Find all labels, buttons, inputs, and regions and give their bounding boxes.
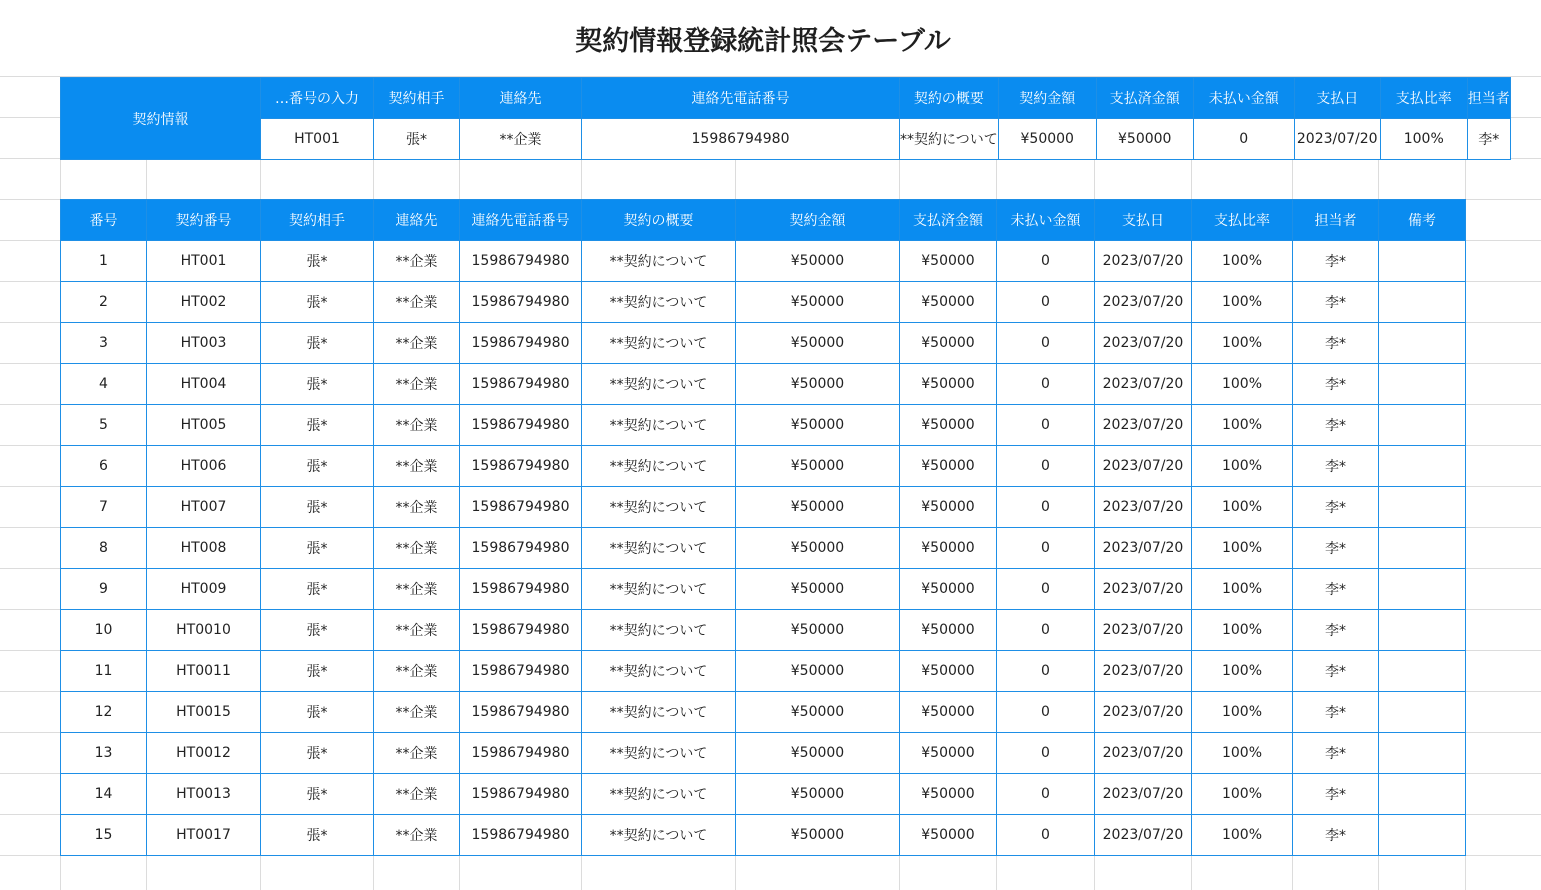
table-cell[interactable]: **契約について bbox=[582, 487, 736, 528]
table-cell[interactable]: 2023/07/20 bbox=[1095, 692, 1192, 733]
table-cell[interactable]: ¥50000 bbox=[736, 446, 900, 487]
summary-value-cell[interactable]: **企業 bbox=[460, 119, 582, 160]
table-cell[interactable]: 2023/07/20 bbox=[1095, 323, 1192, 364]
table-cell[interactable]: ¥50000 bbox=[736, 569, 900, 610]
table-cell[interactable]: 6 bbox=[61, 446, 147, 487]
table-cell[interactable]: 100% bbox=[1192, 487, 1293, 528]
table-cell[interactable]: 15986794980 bbox=[460, 815, 582, 856]
summary-value-cell[interactable]: ¥50000 bbox=[998, 119, 1096, 160]
table-cell[interactable]: ¥50000 bbox=[900, 692, 997, 733]
table-cell[interactable]: 張* bbox=[261, 569, 374, 610]
table-cell[interactable]: **企業 bbox=[374, 610, 460, 651]
table-row bbox=[61, 241, 1466, 282]
table-cell[interactable]: 15986794980 bbox=[460, 241, 582, 282]
detail-header-cell[interactable]: 支払日 bbox=[1095, 200, 1192, 241]
table-cell[interactable] bbox=[1379, 323, 1466, 364]
table-cell[interactable]: 15986794980 bbox=[460, 651, 582, 692]
summary-header-cell[interactable]: 担当者 bbox=[1467, 78, 1510, 119]
table-cell[interactable]: **企業 bbox=[374, 487, 460, 528]
summary-header-cell[interactable]: 支払済金額 bbox=[1096, 78, 1193, 119]
table-cell[interactable]: 李* bbox=[1293, 774, 1379, 815]
table-cell[interactable]: 12 bbox=[61, 692, 147, 733]
table-cell[interactable]: HT0010 bbox=[147, 610, 261, 651]
detail-header-cell[interactable]: 契約の概要 bbox=[582, 200, 736, 241]
table-cell[interactable]: 15986794980 bbox=[460, 446, 582, 487]
table-cell[interactable]: 張* bbox=[261, 446, 374, 487]
table-cell[interactable]: 李* bbox=[1293, 446, 1379, 487]
page-title: 契約情報登録統計照会テーブル bbox=[60, 0, 1466, 76]
detail-header-cell[interactable]: 連絡先 bbox=[374, 200, 460, 241]
table-cell[interactable]: 15986794980 bbox=[460, 774, 582, 815]
table-cell[interactable]: HT009 bbox=[147, 569, 261, 610]
table-cell[interactable]: ¥50000 bbox=[900, 282, 997, 323]
table-cell[interactable]: HT001 bbox=[147, 241, 261, 282]
table-cell[interactable]: 2023/07/20 bbox=[1095, 446, 1192, 487]
table-cell[interactable]: 100% bbox=[1192, 651, 1293, 692]
table-cell[interactable] bbox=[1379, 733, 1466, 774]
table-row bbox=[61, 405, 1466, 446]
table-cell[interactable]: 4 bbox=[61, 364, 147, 405]
table-cell[interactable]: 100% bbox=[1192, 528, 1293, 569]
table-cell[interactable]: **契約について bbox=[582, 446, 736, 487]
detail-header-cell[interactable]: 連絡先電話番号 bbox=[460, 200, 582, 241]
detail-header-cell[interactable]: 契約金額 bbox=[736, 200, 900, 241]
table-cell[interactable] bbox=[1379, 815, 1466, 856]
table-row bbox=[61, 774, 1466, 815]
table-cell[interactable]: **企業 bbox=[374, 364, 460, 405]
table-cell[interactable]: **契約について bbox=[582, 323, 736, 364]
table-cell[interactable] bbox=[1379, 364, 1466, 405]
table-cell[interactable]: ¥50000 bbox=[900, 815, 997, 856]
table-cell[interactable]: HT0015 bbox=[147, 692, 261, 733]
detail-table-body bbox=[61, 241, 1466, 856]
table-cell[interactable]: 15986794980 bbox=[460, 364, 582, 405]
table-cell[interactable]: 2023/07/20 bbox=[1095, 241, 1192, 282]
table-cell[interactable]: 0 bbox=[997, 774, 1095, 815]
table-row bbox=[61, 282, 1466, 323]
table-cell[interactable]: ¥50000 bbox=[736, 487, 900, 528]
table-cell[interactable]: 李* bbox=[1293, 692, 1379, 733]
table-cell[interactable]: ¥50000 bbox=[900, 487, 997, 528]
table-cell[interactable]: ¥50000 bbox=[900, 405, 997, 446]
summary-value-cell[interactable]: 100% bbox=[1380, 119, 1467, 160]
detail-header-row bbox=[61, 200, 1466, 241]
table-cell[interactable]: 9 bbox=[61, 569, 147, 610]
table-cell[interactable]: 5 bbox=[61, 405, 147, 446]
table-cell[interactable]: 2023/07/20 bbox=[1095, 282, 1192, 323]
table-row bbox=[61, 487, 1466, 528]
detail-header-cell[interactable]: 支払済金額 bbox=[900, 200, 997, 241]
table-cell[interactable] bbox=[1379, 446, 1466, 487]
table-cell[interactable]: ¥50000 bbox=[900, 774, 997, 815]
table-cell[interactable]: 張* bbox=[261, 651, 374, 692]
table-cell[interactable]: 100% bbox=[1192, 692, 1293, 733]
table-cell[interactable]: 2023/07/20 bbox=[1095, 528, 1192, 569]
table-cell[interactable]: 15986794980 bbox=[460, 692, 582, 733]
table-cell[interactable]: **企業 bbox=[374, 405, 460, 446]
table-cell[interactable]: 100% bbox=[1192, 446, 1293, 487]
table-cell[interactable]: **企業 bbox=[374, 815, 460, 856]
table-cell[interactable]: 張* bbox=[261, 405, 374, 446]
table-cell[interactable]: **契約について bbox=[582, 569, 736, 610]
table-cell[interactable]: 0 bbox=[997, 241, 1095, 282]
table-cell[interactable]: 張* bbox=[261, 282, 374, 323]
table-cell[interactable]: ¥50000 bbox=[736, 692, 900, 733]
table-row bbox=[61, 569, 1466, 610]
table-cell[interactable] bbox=[1379, 569, 1466, 610]
table-cell[interactable]: 3 bbox=[61, 323, 147, 364]
detail-header-cell[interactable]: 支払比率 bbox=[1192, 200, 1293, 241]
detail-header-cell[interactable]: 契約番号 bbox=[147, 200, 261, 241]
table-cell[interactable]: 15 bbox=[61, 815, 147, 856]
table-cell[interactable]: **契約について bbox=[582, 610, 736, 651]
table-cell[interactable]: 2023/07/20 bbox=[1095, 405, 1192, 446]
summary-value-cell[interactable]: 張* bbox=[374, 119, 460, 160]
table-cell[interactable]: 李* bbox=[1293, 241, 1379, 282]
table-cell[interactable]: ¥50000 bbox=[900, 241, 997, 282]
table-cell[interactable]: 李* bbox=[1293, 487, 1379, 528]
table-cell[interactable]: **契約について bbox=[582, 282, 736, 323]
table-cell[interactable]: **契約について bbox=[582, 364, 736, 405]
table-cell[interactable]: 張* bbox=[261, 323, 374, 364]
summary-table bbox=[60, 77, 1511, 160]
summary-header-cell[interactable]: 連絡先 bbox=[460, 78, 582, 119]
table-cell[interactable]: 張* bbox=[261, 610, 374, 651]
table-cell[interactable]: **企業 bbox=[374, 774, 460, 815]
table-cell[interactable]: HT0017 bbox=[147, 815, 261, 856]
table-cell[interactable]: 15986794980 bbox=[460, 733, 582, 774]
summary-value-cell[interactable]: 0 bbox=[1193, 119, 1294, 160]
table-cell[interactable] bbox=[1379, 610, 1466, 651]
table-cell[interactable]: 0 bbox=[997, 651, 1095, 692]
table-cell[interactable]: 2023/07/20 bbox=[1095, 815, 1192, 856]
table-row bbox=[61, 815, 1466, 856]
table-cell[interactable]: 100% bbox=[1192, 610, 1293, 651]
table-cell[interactable]: HT002 bbox=[147, 282, 261, 323]
table-cell[interactable]: **契約について bbox=[582, 692, 736, 733]
table-cell[interactable] bbox=[1379, 282, 1466, 323]
table-cell[interactable]: **企業 bbox=[374, 282, 460, 323]
detail-header-cell[interactable]: 担当者 bbox=[1293, 200, 1379, 241]
table-cell[interactable]: 2023/07/20 bbox=[1095, 569, 1192, 610]
table-cell[interactable]: 李* bbox=[1293, 733, 1379, 774]
table-cell[interactable]: 0 bbox=[997, 610, 1095, 651]
table-cell[interactable]: **契約について bbox=[582, 733, 736, 774]
table-cell[interactable]: ¥50000 bbox=[900, 651, 997, 692]
table-cell[interactable]: ¥50000 bbox=[736, 774, 900, 815]
table-cell[interactable]: 15986794980 bbox=[460, 569, 582, 610]
table-cell[interactable]: 2023/07/20 bbox=[1095, 651, 1192, 692]
table-cell[interactable]: ¥50000 bbox=[736, 815, 900, 856]
table-cell[interactable]: 10 bbox=[61, 610, 147, 651]
table-cell[interactable]: ¥50000 bbox=[736, 323, 900, 364]
table-cell[interactable]: ¥50000 bbox=[736, 733, 900, 774]
table-cell[interactable]: 100% bbox=[1192, 282, 1293, 323]
table-cell[interactable]: 張* bbox=[261, 528, 374, 569]
table-cell[interactable]: 1 bbox=[61, 241, 147, 282]
table-cell[interactable]: 0 bbox=[997, 528, 1095, 569]
table-cell[interactable]: 李* bbox=[1293, 815, 1379, 856]
table-cell[interactable]: 15986794980 bbox=[460, 405, 582, 446]
table-cell[interactable]: **契約について bbox=[582, 815, 736, 856]
table-cell[interactable]: ¥50000 bbox=[736, 241, 900, 282]
summary-header-cell[interactable]: 支払比率 bbox=[1380, 78, 1467, 119]
table-cell[interactable]: 100% bbox=[1192, 405, 1293, 446]
table-cell[interactable]: ¥50000 bbox=[736, 651, 900, 692]
table-row bbox=[61, 610, 1466, 651]
table-cell[interactable]: 李* bbox=[1293, 405, 1379, 446]
table-cell[interactable]: 11 bbox=[61, 651, 147, 692]
table-cell[interactable]: 0 bbox=[997, 815, 1095, 856]
table-cell[interactable]: ¥50000 bbox=[900, 528, 997, 569]
table-cell[interactable]: ¥50000 bbox=[900, 733, 997, 774]
table-cell[interactable]: 李* bbox=[1293, 364, 1379, 405]
table-cell[interactable]: **企業 bbox=[374, 446, 460, 487]
table-cell[interactable]: 2 bbox=[61, 282, 147, 323]
table-cell[interactable]: ¥50000 bbox=[900, 323, 997, 364]
table-cell[interactable] bbox=[1379, 651, 1466, 692]
table-cell[interactable]: **企業 bbox=[374, 569, 460, 610]
table-cell[interactable] bbox=[1379, 405, 1466, 446]
table-cell[interactable]: 15986794980 bbox=[460, 528, 582, 569]
table-cell[interactable]: **企業 bbox=[374, 323, 460, 364]
table-cell[interactable]: 7 bbox=[61, 487, 147, 528]
table-cell[interactable]: ¥50000 bbox=[736, 610, 900, 651]
table-cell[interactable] bbox=[1379, 241, 1466, 282]
detail-header-cell[interactable]: 備考 bbox=[1379, 200, 1466, 241]
table-cell[interactable]: **契約について bbox=[582, 241, 736, 282]
table-cell[interactable] bbox=[1379, 528, 1466, 569]
table-cell[interactable]: ¥50000 bbox=[900, 569, 997, 610]
summary-header-row bbox=[61, 78, 1511, 119]
table-cell[interactable]: ¥50000 bbox=[736, 405, 900, 446]
table-cell[interactable] bbox=[1379, 774, 1466, 815]
table-cell[interactable]: 0 bbox=[997, 405, 1095, 446]
table-cell[interactable]: 張* bbox=[261, 774, 374, 815]
table-cell[interactable]: 8 bbox=[61, 528, 147, 569]
summary-value-row bbox=[61, 119, 1511, 160]
table-cell[interactable]: HT0012 bbox=[147, 733, 261, 774]
summary-header-cell[interactable]: 契約相手 bbox=[374, 78, 460, 119]
table-cell[interactable]: 100% bbox=[1192, 323, 1293, 364]
table-cell[interactable]: **契約について bbox=[582, 528, 736, 569]
table-cell[interactable]: HT006 bbox=[147, 446, 261, 487]
table-cell[interactable]: 100% bbox=[1192, 364, 1293, 405]
table-row bbox=[61, 733, 1466, 774]
table-cell[interactable]: 0 bbox=[997, 323, 1095, 364]
table-cell[interactable]: 100% bbox=[1192, 774, 1293, 815]
table-cell[interactable]: 張* bbox=[261, 692, 374, 733]
table-cell[interactable]: 張* bbox=[261, 487, 374, 528]
table-cell[interactable]: 李* bbox=[1293, 282, 1379, 323]
table-cell[interactable]: **契約について bbox=[582, 651, 736, 692]
summary-section-label: 契約情報 bbox=[61, 78, 261, 160]
table-cell[interactable]: 2023/07/20 bbox=[1095, 733, 1192, 774]
detail-header-cell[interactable]: 契約相手 bbox=[261, 200, 374, 241]
table-cell[interactable]: ¥50000 bbox=[900, 446, 997, 487]
summary-header-cell[interactable]: 契約の概要 bbox=[900, 78, 999, 119]
table-cell[interactable]: 李* bbox=[1293, 610, 1379, 651]
table-cell[interactable]: 0 bbox=[997, 692, 1095, 733]
table-cell[interactable]: ¥50000 bbox=[900, 610, 997, 651]
summary-header-cell[interactable]: 連絡先電話番号 bbox=[582, 78, 900, 119]
table-cell[interactable] bbox=[1379, 487, 1466, 528]
table-cell[interactable]: 張* bbox=[261, 733, 374, 774]
summary-header-cell[interactable]: …番号の入力 bbox=[261, 78, 374, 119]
table-cell[interactable]: HT007 bbox=[147, 487, 261, 528]
table-cell[interactable]: 0 bbox=[997, 364, 1095, 405]
table-cell[interactable]: **企業 bbox=[374, 528, 460, 569]
summary-value-cell[interactable]: 李* bbox=[1467, 119, 1510, 160]
table-cell[interactable]: 100% bbox=[1192, 241, 1293, 282]
table-cell[interactable]: 2023/07/20 bbox=[1095, 774, 1192, 815]
table-cell[interactable]: 李* bbox=[1293, 569, 1379, 610]
table-cell[interactable]: 李* bbox=[1293, 323, 1379, 364]
table-cell[interactable]: 14 bbox=[61, 774, 147, 815]
summary-header-cell[interactable]: 未払い金額 bbox=[1193, 78, 1294, 119]
table-cell[interactable]: HT008 bbox=[147, 528, 261, 569]
table-cell[interactable]: **契約について bbox=[582, 405, 736, 446]
summary-value-cell[interactable]: 2023/07/20 bbox=[1294, 119, 1380, 160]
table-cell[interactable]: 張* bbox=[261, 815, 374, 856]
table-cell[interactable]: 2023/07/20 bbox=[1095, 487, 1192, 528]
table-cell[interactable]: 0 bbox=[997, 569, 1095, 610]
table-row bbox=[61, 323, 1466, 364]
table-cell[interactable]: **企業 bbox=[374, 733, 460, 774]
table-row bbox=[61, 651, 1466, 692]
summary-header-cell[interactable]: 支払日 bbox=[1294, 78, 1380, 119]
table-cell[interactable]: 100% bbox=[1192, 733, 1293, 774]
table-cell[interactable]: **契約について bbox=[582, 774, 736, 815]
table-cell[interactable]: ¥50000 bbox=[736, 364, 900, 405]
table-cell[interactable]: 15986794980 bbox=[460, 610, 582, 651]
table-cell[interactable]: ¥50000 bbox=[736, 282, 900, 323]
table-cell[interactable]: ¥50000 bbox=[900, 364, 997, 405]
table-cell[interactable] bbox=[1379, 692, 1466, 733]
table-cell[interactable]: 2023/07/20 bbox=[1095, 610, 1192, 651]
summary-value-cell[interactable]: ¥50000 bbox=[1096, 119, 1193, 160]
table-cell[interactable]: 李* bbox=[1293, 651, 1379, 692]
summary-value-cell[interactable]: 15986794980 bbox=[582, 119, 900, 160]
table-row bbox=[61, 364, 1466, 405]
table-cell[interactable]: 張* bbox=[261, 364, 374, 405]
detail-header-cell[interactable]: 番号 bbox=[61, 200, 147, 241]
summary-value-cell[interactable]: HT001 bbox=[261, 119, 374, 160]
table-cell[interactable]: 15986794980 bbox=[460, 282, 582, 323]
table-row bbox=[61, 446, 1466, 487]
table-cell[interactable]: 13 bbox=[61, 733, 147, 774]
table-cell[interactable]: 100% bbox=[1192, 569, 1293, 610]
table-cell[interactable]: **企業 bbox=[374, 241, 460, 282]
table-row bbox=[61, 692, 1466, 733]
table-cell[interactable]: 15986794980 bbox=[460, 323, 582, 364]
table-cell[interactable]: 0 bbox=[997, 446, 1095, 487]
table-cell[interactable]: 100% bbox=[1192, 815, 1293, 856]
table-cell[interactable]: HT004 bbox=[147, 364, 261, 405]
table-cell[interactable]: 2023/07/20 bbox=[1095, 364, 1192, 405]
table-cell[interactable]: HT003 bbox=[147, 323, 261, 364]
table-cell[interactable]: HT0013 bbox=[147, 774, 261, 815]
detail-header-cell[interactable]: 未払い金額 bbox=[997, 200, 1095, 241]
table-cell[interactable]: ¥50000 bbox=[736, 528, 900, 569]
summary-value-cell[interactable]: **契約について bbox=[900, 119, 999, 160]
contract-detail-table bbox=[60, 199, 1466, 856]
table-cell[interactable]: 0 bbox=[997, 282, 1095, 323]
table-cell[interactable]: 0 bbox=[997, 487, 1095, 528]
table-cell[interactable]: 李* bbox=[1293, 528, 1379, 569]
table-cell[interactable]: 15986794980 bbox=[460, 487, 582, 528]
table-cell[interactable]: **企業 bbox=[374, 651, 460, 692]
table-cell[interactable]: HT005 bbox=[147, 405, 261, 446]
table-cell[interactable]: HT0011 bbox=[147, 651, 261, 692]
table-cell[interactable]: **企業 bbox=[374, 692, 460, 733]
table-cell[interactable]: 張* bbox=[261, 241, 374, 282]
table-cell[interactable]: 0 bbox=[997, 733, 1095, 774]
table-row bbox=[61, 528, 1466, 569]
summary-header-cell[interactable]: 契約金額 bbox=[998, 78, 1096, 119]
